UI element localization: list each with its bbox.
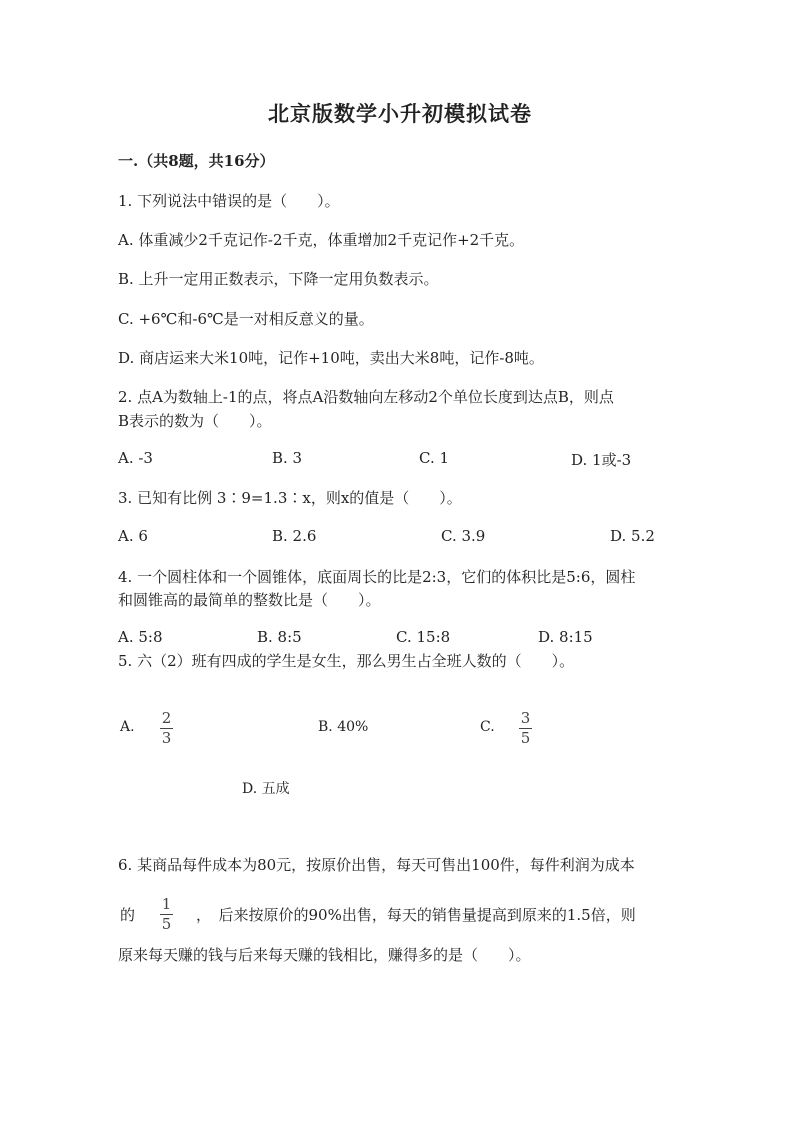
question-6-stem-line-3: 原来每天赚的钱与后来每天赚的钱相比，赚得多的是（ ）。 <box>118 946 531 964</box>
question-1-option-d: D. 商店运来大米10吨，记作+10吨，卖出大米8吨，记作-8吨。 <box>118 349 544 367</box>
question-5-option-a-label: A. <box>120 719 135 735</box>
question-2-option-d: D. 1或-3 <box>571 451 632 469</box>
question-6-line-2-prefix: 的 <box>120 906 136 924</box>
section-heading: 一.（共8题，共16分） <box>118 152 275 170</box>
question-4-option-d: D. 8:15 <box>538 628 593 646</box>
question-3-option-c: C. 3.9 <box>441 527 486 545</box>
page-title: 北京版数学小升初模拟试卷 <box>268 101 532 126</box>
question-4-option-b: B. 8:5 <box>257 628 302 646</box>
question-4-option-c: C. 15:8 <box>396 628 451 646</box>
question-5-stem: 5. 六（2）班有四成的学生是女生，那么男生占全班人数的（ ）。 <box>118 652 575 670</box>
fraction-denominator: 3 <box>161 729 172 747</box>
question-5-option-b: B. 40% <box>318 719 369 735</box>
question-2-option-c: C. 1 <box>419 449 450 467</box>
question-3-option-a: A. 6 <box>118 527 148 545</box>
question-4-option-a: A. 5:8 <box>118 628 163 646</box>
question-1-stem: 1. 下列说法中错误的是（ ）。 <box>118 192 340 210</box>
question-4-stem-line-1: 4. 一个圆柱体和一个圆锥体，底面周长的比是2:3，它们的体积比是5:6，圆柱 <box>118 568 636 586</box>
question-6-fraction <box>160 896 173 933</box>
fraction-denominator: 5 <box>161 915 172 933</box>
question-2-option-b: B. 3 <box>272 449 303 467</box>
question-2-stem-line-2: B表示的数为（ ）。 <box>118 412 272 430</box>
question-5-option-c-label: C. <box>480 719 495 735</box>
fraction-numerator: 1 <box>161 895 172 913</box>
question-6-line-2-suffix: ， 后来按原价的90%出售，每天的销售量提高到原来的1.5倍，则 <box>196 906 636 924</box>
question-5-option-d: D. 五成 <box>242 781 290 797</box>
question-1-option-b: B. 上升一定用正数表示，下降一定用负数表示。 <box>118 270 439 288</box>
question-5-option-a-fraction <box>160 710 173 747</box>
question-3-option-d: D. 5.2 <box>610 527 655 545</box>
question-3-option-b: B. 2.6 <box>272 527 317 545</box>
fraction-denominator: 5 <box>520 729 531 747</box>
question-1-option-a: A. 体重减少2千克记作-2千克，体重增加2千克记作+2千克。 <box>118 231 525 249</box>
fraction-numerator: 2 <box>161 709 172 727</box>
question-4-stem-line-2: 和圆锥高的最简单的整数比是（ ）。 <box>118 591 381 609</box>
question-5-option-c-fraction <box>519 710 532 747</box>
question-6-stem-line-1: 6. 某商品每件成本为80元，按原价出售，每天可售出100件，每件利润为成本 <box>118 856 635 874</box>
question-2-option-a: A. -3 <box>118 449 153 467</box>
question-1-option-c: C. +6℃和-6℃是一对相反意义的量。 <box>118 310 374 328</box>
question-3-stem: 3. 已知有比例 3∶9=1.3∶x，则x的值是（ ）。 <box>118 489 462 507</box>
fraction-numerator: 3 <box>520 709 531 727</box>
question-2-stem-line-1: 2. 点A为数轴上-1的点，将点A沿数轴向左移动2个单位长度到达点B，则点 <box>118 388 614 406</box>
